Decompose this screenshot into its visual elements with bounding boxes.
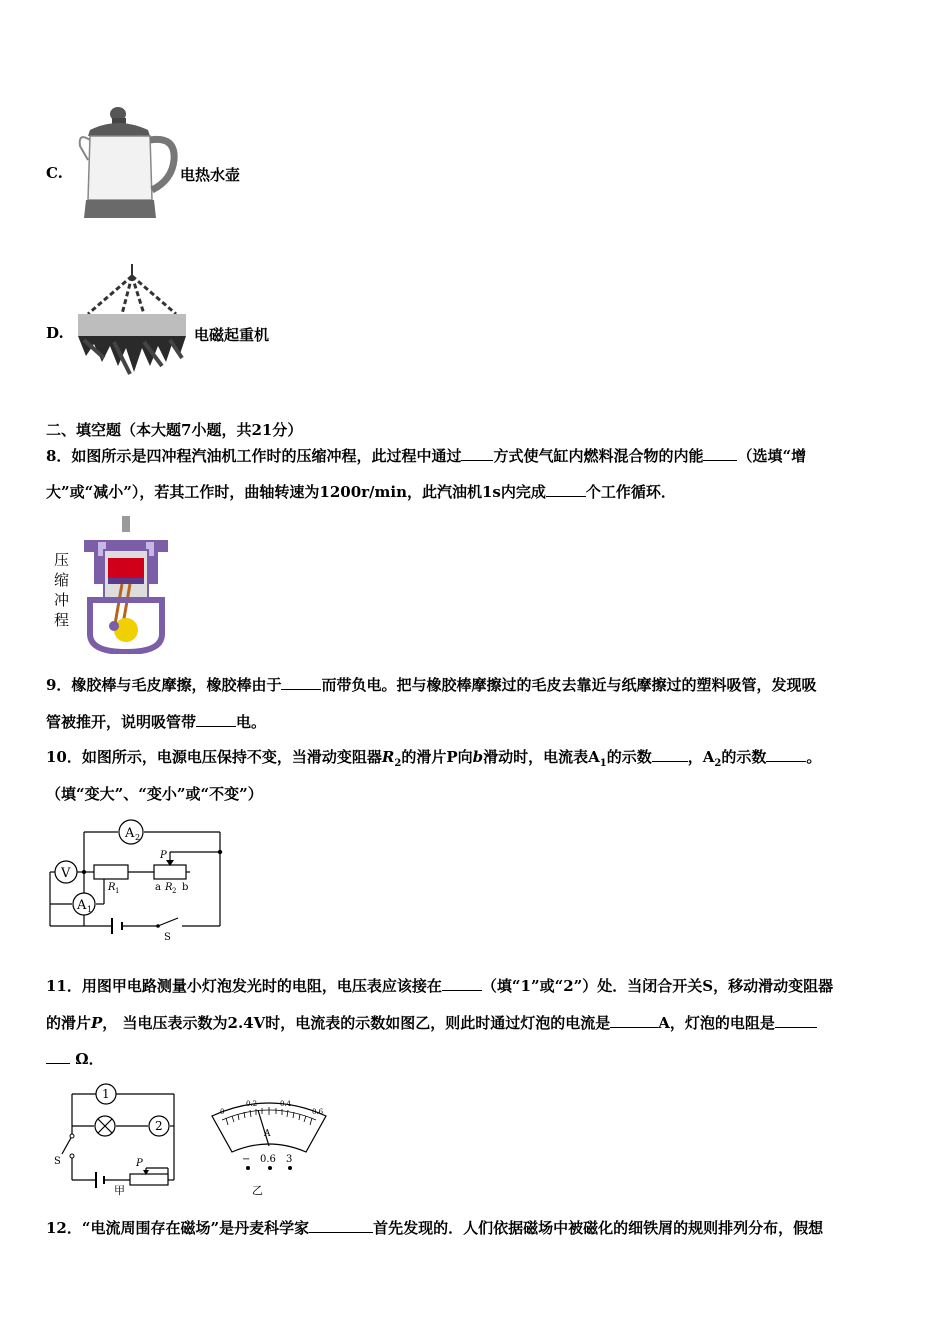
- q11-blank-3b: [46, 1049, 70, 1064]
- q11-line1: 11．用图甲电路测量小灯泡发光时的电阻，电压表应该接在 （填“1”或“2”）处．当闭合开关S，移动滑动变阻器: [46, 977, 834, 995]
- s-label: S: [164, 932, 171, 943]
- tick-0.4: 0.4: [280, 1100, 292, 1108]
- q8-blank-2: [703, 446, 737, 461]
- q8-figure: [50, 514, 180, 654]
- q12-line1: 12．“电流周围存在磁场”是丹麦科学家 首先发现的．人们依据磁场中被磁化的细铁屑的规则排列分布，假想: [46, 1219, 824, 1237]
- terminal-negative: −: [242, 1154, 251, 1165]
- a1-label: A: [77, 898, 87, 913]
- a-end-label: a: [155, 882, 161, 893]
- q9-line2: 管被推开，说明吸管带 电。: [46, 713, 267, 731]
- meter-2-label: 2: [155, 1119, 163, 1133]
- engine-diagram: [78, 514, 178, 654]
- q11-blank-2: [610, 1013, 658, 1028]
- tick-0.2: 0.2: [246, 1100, 258, 1108]
- q10-blank-2: [766, 747, 806, 762]
- option-c-label: 电热水壶: [180, 166, 241, 184]
- b-end-label: b: [182, 882, 189, 893]
- q9-blank-2: [196, 712, 236, 727]
- terminal-0.6: 0.6: [260, 1154, 276, 1165]
- r2-label: R: [165, 882, 173, 893]
- option-d-letter: D.: [46, 324, 64, 342]
- ammeter-yi: [206, 1096, 332, 1200]
- a2-sub: 2: [135, 833, 141, 842]
- p-label: P: [160, 850, 167, 861]
- q11-line2: 的滑片P， 当电压表示数为2.4V时，电流表的示数如图乙，则此时通过灯泡的电流是 A，灯泡的电阻是: [46, 1013, 817, 1033]
- option-c: [46, 100, 346, 230]
- r2-sub: 2: [172, 887, 177, 895]
- figure-yi-label: 乙: [252, 1184, 263, 1197]
- option-d: [46, 262, 366, 392]
- slider-p-label: P: [136, 1158, 143, 1169]
- q8-line1: 8．如图所示是四冲程汽油机工作时的压缩冲程，此过程中通过 方式使气缸内燃料混合物的内能 （选填“增: [46, 447, 807, 465]
- figure-jia-label: 甲: [114, 1184, 125, 1197]
- q8-line2: 大”或“减小”），若其工作时，曲轴转速为1200r/min，此汽油机1s内完成 个工作循环．: [46, 483, 676, 501]
- section-heading: 二、填空题（本大题7小题，共21分）: [46, 421, 303, 439]
- crane-magnet-image: [74, 262, 190, 390]
- a2-label: A: [125, 826, 135, 841]
- q9-line1: 9．橡胶棒与毛皮摩擦，橡胶棒由于 而带负电。把与橡胶棒摩擦过的毛皮去靠近与纸摩擦过的塑料吸管，发现吸: [46, 676, 817, 694]
- switch-s-label: S: [54, 1156, 61, 1167]
- q10-blank-1: [652, 747, 688, 762]
- tick-0: 0: [220, 1108, 225, 1116]
- q11-circuit-jia: [50, 1080, 190, 1198]
- q8-blank-3: [546, 482, 586, 497]
- q12-blank-1: [309, 1218, 373, 1233]
- tick-0.6: 0.6: [312, 1108, 324, 1116]
- q10-line2: （填“变大”、“变小”或“不变”）: [46, 785, 263, 803]
- q9-blank-1: [281, 675, 321, 690]
- r1-sub: 1: [115, 887, 120, 895]
- option-d-label: 电磁起重机: [194, 326, 270, 344]
- v-label: V: [61, 866, 71, 881]
- meter-1-label: 1: [102, 1087, 110, 1101]
- option-c-letter: C.: [46, 164, 63, 182]
- kettle-image: [76, 100, 186, 222]
- q11-blank-1: [442, 976, 482, 991]
- q10-line1: 10．如图所示，电源电压保持不变，当滑动变阻器$R_2$的滑片P向b滑动时，电流表$A_1$的示数 ，$A_2$的示数 。: [46, 748, 822, 769]
- r1-label: R: [108, 882, 116, 893]
- q10-circuit-diagram: [46, 816, 236, 946]
- a1-sub: 1: [87, 905, 93, 914]
- q8-figure-caption: 压 缩 冲 程: [54, 551, 70, 629]
- q11-line3: Ω．: [46, 1049, 104, 1069]
- ammeter-unit: A: [264, 1129, 271, 1139]
- terminal-3: 3: [286, 1154, 293, 1165]
- q11-blank-3a: [775, 1013, 817, 1028]
- q8-blank-1: [461, 446, 493, 461]
